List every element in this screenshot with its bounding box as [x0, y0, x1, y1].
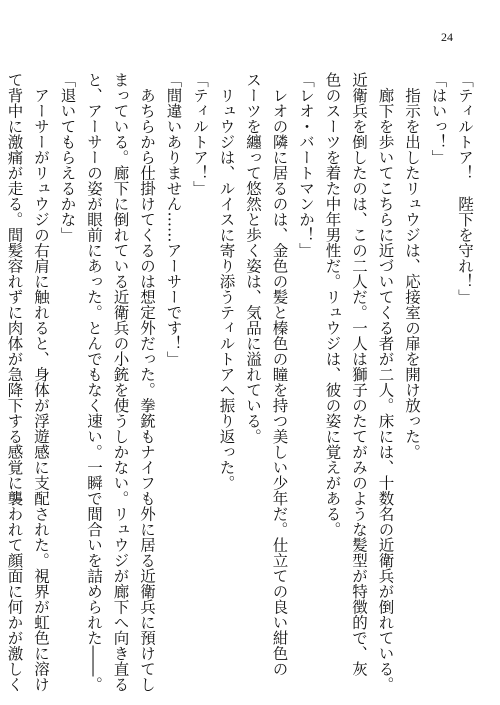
text-line: 廊下を歩いてこちらに近づいてくる者が二人。床には、十数名の近衛兵が倒れている。 [376, 72, 395, 692]
text-line: 「間違いありません……アーサーです！」 [164, 72, 183, 367]
novel-text-body [1, 72, 478, 692]
text-line: アーサーがリュウジの右肩に触れると、身体が浮遊感に支配された。視界が虹色に溶け [32, 72, 50, 692]
text-line: リュウジは、ルイスに寄り添うティルトアへ振り返った。 [217, 72, 236, 491]
text-line: 「レオ・バートマンか！」 [297, 72, 315, 258]
text-line: と、アーサーの姿が眼前にあった。とんでもなく速い。一瞬で間合いを詰められた――。 [85, 72, 103, 692]
text-line: 「退いてもらえるかな」 [58, 72, 77, 243]
text-line: 「ティルトア！」 [191, 72, 209, 196]
text-line: スーツを纏って悠然と歩く姿は、気品に溢れている。 [244, 72, 262, 444]
text-line: 「はいっ！」 [429, 72, 448, 165]
text-line: 近衛兵を倒したのは、この二人だ。一人は獅子のたてがみのような髪型が特徴的で、灰 [350, 72, 368, 677]
text-line: まっている。廊下に倒れている近衛兵の小銃を使うしかない。リュウジが廊下へ向き直る [111, 72, 130, 692]
text-line: 色のスーツを着た中年男性だ。リュウジは、彼の姿に覚えがある。 [323, 72, 342, 537]
text-line: て背中に激痛が走る。間髪容れずに肉体が急降下する感覚に襲われて顔面に何かが激しく [5, 72, 24, 692]
text-line: レオの隣に居るのは、金色の髪と榛色の瞳を持つ美しい少年だ。仕立ての良い紺色の [270, 72, 289, 677]
text-line: 指示を出したリュウジは、応接室の扉を開け放った。 [403, 72, 421, 460]
text-line: あちらから仕掛けてくるのは想定外だった。拳銃もナイフも外に居る近衛兵に預けてし [138, 72, 156, 692]
text-line: 「ティルトア！ 陛下を守れ！」 [456, 72, 474, 305]
page-number: 24 [441, 30, 453, 44]
